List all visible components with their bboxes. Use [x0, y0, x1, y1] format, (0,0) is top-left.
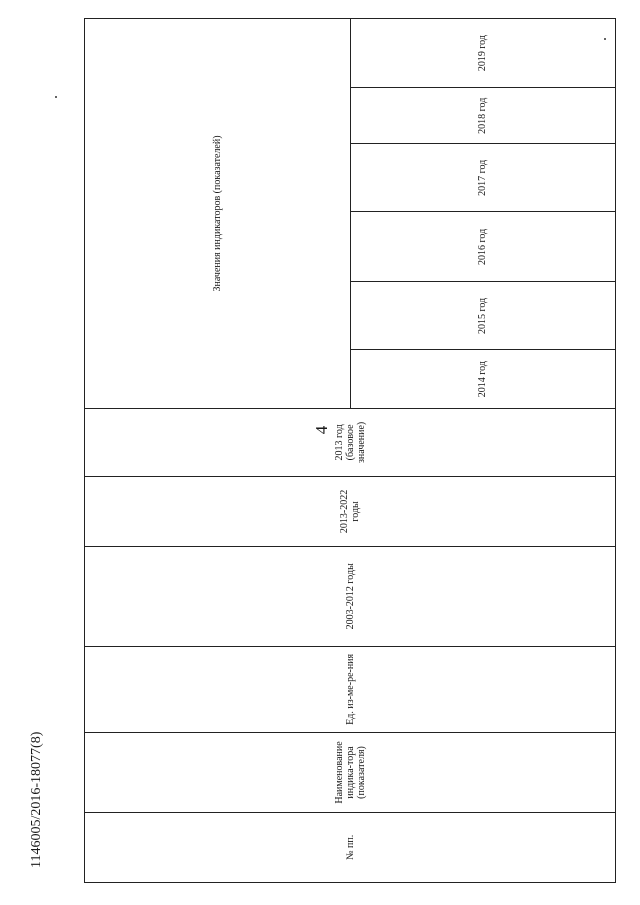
header-num: № пп.: [85, 812, 616, 882]
header-year: 2018 год: [350, 88, 616, 144]
header-base-2013: 2013 год (базовое значение): [85, 408, 616, 476]
header-unit: Ед. из-ме-ре-ния: [85, 646, 616, 733]
indicator-table: [84, 18, 616, 883]
header-name: Наименование индика-тора (показателя): [85, 733, 616, 813]
header-year: 2017 год: [350, 144, 616, 212]
scan-speck: [55, 96, 57, 98]
header-year: 2015 год: [350, 282, 616, 350]
indicator-table-container: [84, 18, 616, 883]
table-header-row: [85, 19, 351, 883]
page-number: 4: [312, 425, 331, 435]
document-code: 1146005/2016-18077(8): [29, 731, 44, 868]
header-period-2003-2012: 2003-2012 годы: [85, 547, 616, 647]
header-year: 2019 год: [350, 19, 616, 88]
header-year: 2016 год: [350, 212, 616, 282]
header-values-group: Значения индикаторов (показателей): [85, 19, 351, 409]
header-year: 2014 год: [350, 350, 616, 409]
header-period-2013-2022: 2013-2022 годы: [85, 476, 616, 546]
